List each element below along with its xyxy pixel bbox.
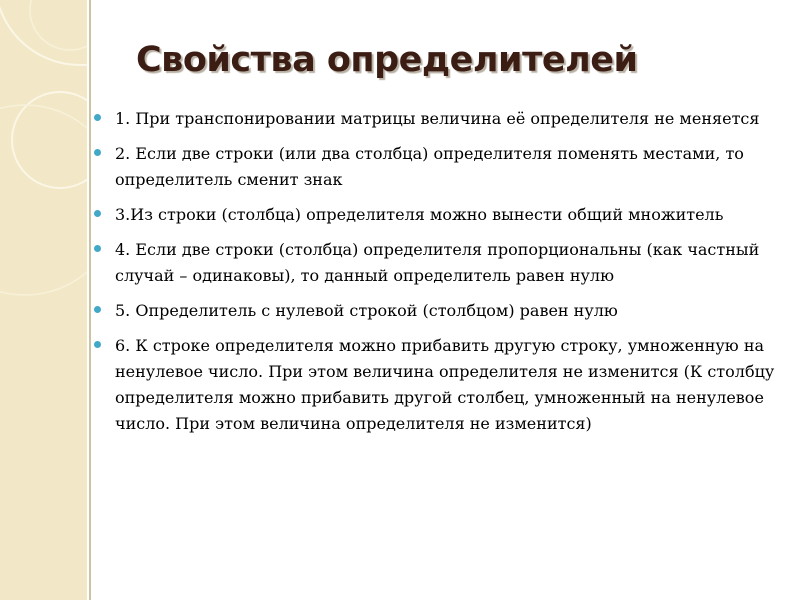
bullet-list [94,106,794,446]
bullet-dot-icon [94,149,101,156]
bullet-dot-icon [94,341,101,348]
decorative-circles-graphic [0,0,87,600]
bullet-text: 5. Определитель с нулевой строкой (столбцом) равен нулю [115,301,618,320]
bullet-item [94,298,794,324]
bullet-dot-icon [94,210,101,217]
bullet-item [94,237,794,289]
slide-title: Свойства определителей [136,40,638,80]
bullet-text: 2. Если две строки (или два столбца) определителя поменять местами, то определитель сменит знак [115,144,744,189]
bullet-text: 1. При транспонировании матрицы величина её определителя не меняется [115,109,760,128]
decorative-side-panel [0,0,87,600]
bullet-item [94,141,794,193]
bullet-dot-icon [94,245,101,252]
bullet-item [94,106,794,132]
bullet-text: 4. Если две строки (столбца) определителя пропорциональны (как частный случай – одинаковы), то данный определитель равен нулю [115,240,760,285]
bullet-text: 3.Из строки (столбца) определителя можно вынести общий множитель [115,205,724,224]
side-divider [89,0,91,600]
bullet-item [94,202,794,228]
bullet-item [94,333,794,437]
bullet-text: 6. К строке определителя можно прибавить другую строку, умноженную на ненулевое число. При этом величина определителя не изменится (К столбцу определителя можно прибавить другой столбец, умноженный на ненулевое число. При этом величина определителя не изменится) [115,336,775,433]
bullet-dot-icon [94,306,101,313]
bullet-dot-icon [94,114,101,121]
